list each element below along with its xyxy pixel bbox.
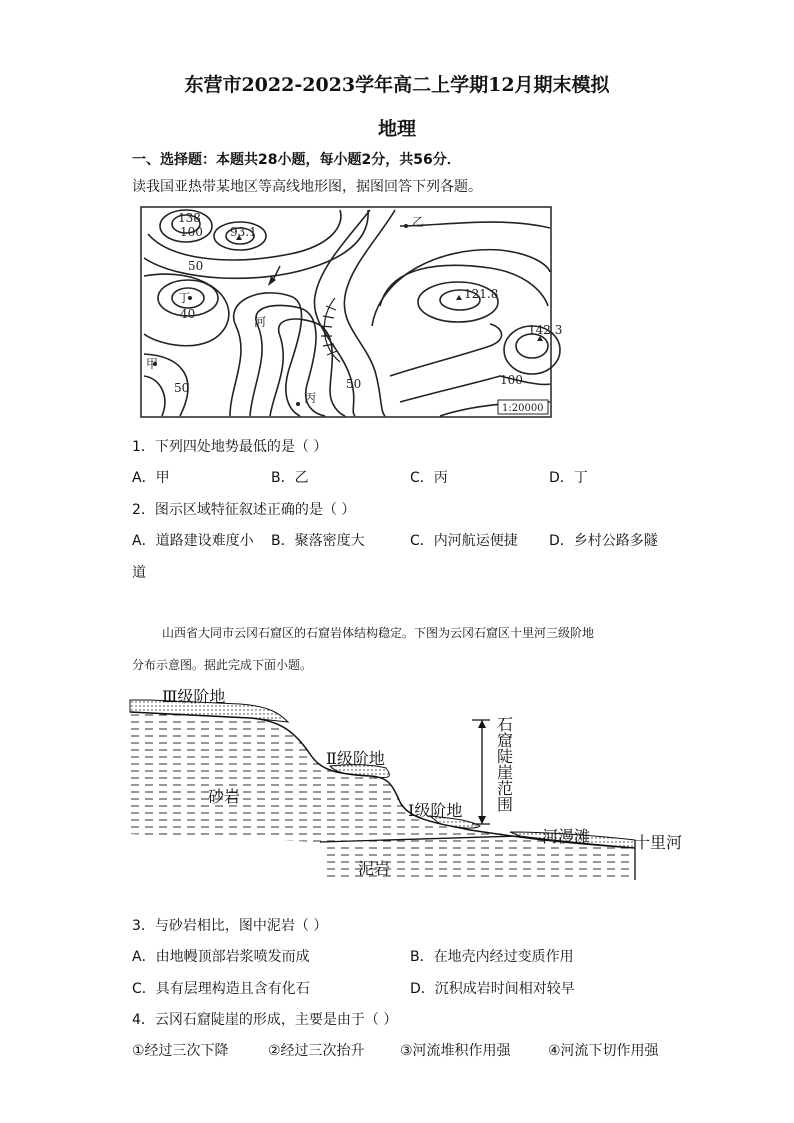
section-heading: 一、选择题：本题共28小题，每小题2分，共56分． <box>132 152 461 168</box>
passage-line-1: 山西省大同市云冈石窟区的石窟岩体结构稳定。下图为云冈石窟区十里河三级阶地 <box>162 626 595 640</box>
sandstone-label: 砂岩 <box>208 787 241 806</box>
q3-option-a[interactable]: A．由地幔顶部岩浆喷发而成 <box>132 949 310 965</box>
terrace-3-label: Ⅲ级阶地 <box>162 687 226 706</box>
point-jia-label: 甲 <box>146 357 159 371</box>
contour-100: 100 <box>180 225 203 239</box>
terrace-1-label: Ⅰ级阶地 <box>408 801 463 820</box>
q4-option-4[interactable]: ④河流下切作用强 <box>548 1043 659 1059</box>
passage-line-2: 分布示意图。据此完成下面小题。 <box>132 658 313 672</box>
q1-option-d[interactable]: D．丁 <box>549 470 588 486</box>
subject-title: 地理 <box>377 118 416 140</box>
q4-stem: 4．云冈石窟陡崖的形成，主要是由于（ ） <box>132 1012 398 1028</box>
q1-option-a[interactable]: A．甲 <box>132 470 170 486</box>
floodplain-label: 河漫滩 <box>542 827 591 846</box>
q2-option-b[interactable]: B．聚落密度大 <box>271 533 365 549</box>
q4-option-3[interactable]: ③河流堆积作用强 <box>400 1043 511 1059</box>
q4-option-2[interactable]: ②经过三次抬升 <box>268 1043 365 1059</box>
q3-option-c[interactable]: C．具有层理构造且含有化石 <box>132 981 310 997</box>
q2-stem: 2．图示区域特征叙述正确的是（ ） <box>132 502 356 518</box>
q3-option-d[interactable]: D．沉积成岩时间相对较早 <box>410 981 575 997</box>
q2-option-c[interactable]: C．内河航运便捷 <box>410 533 518 549</box>
q1-option-b[interactable]: B．乙 <box>271 470 309 486</box>
spot-height-138: 138 <box>178 211 201 225</box>
q1-stem: 1．下列四处地势最低的是（ ） <box>132 439 328 455</box>
mudstone-label: 泥岩 <box>358 859 391 878</box>
spot-height-93: 93.1 <box>230 225 257 239</box>
terrace-diagram <box>130 684 690 884</box>
cliff-range-label: 石窟陡崖范围 <box>494 716 514 812</box>
contour-map <box>140 206 563 418</box>
point-ding-label: 丁 <box>178 291 191 305</box>
contour-50c: 50 <box>346 377 362 391</box>
q2-option-d[interactable]: D．乡村公路多隧 <box>549 533 658 549</box>
terrace-2-label: Ⅱ级阶地 <box>326 749 385 768</box>
page-title: 东营市2022-2023学年高二上学期12月期末模拟 <box>184 74 610 96</box>
q4-option-1[interactable]: ①经过三次下降 <box>132 1043 229 1059</box>
river-name-label: 十里河 <box>634 833 683 852</box>
point-yi-label: 乙 <box>412 215 425 229</box>
map-scale: 1:20000 <box>502 403 544 414</box>
q3-stem: 3．与砂岩相比，图中泥岩（ ） <box>132 918 328 934</box>
q2-option-d-continued: 道 <box>132 565 146 581</box>
contour-100b: 100 <box>500 373 523 387</box>
contour-50a: 50 <box>188 259 204 273</box>
contour-50b: 50 <box>174 381 190 395</box>
q2-option-a[interactable]: A．道路建设难度小 <box>132 533 254 549</box>
river-label: 河 <box>254 315 267 329</box>
spot-height-142: 142.3 <box>528 323 563 337</box>
section-intro: 读我国亚热带某地区等高线地形图，据图回答下列各题。 <box>132 179 482 195</box>
point-bing-label: 丙 <box>304 391 317 405</box>
contour-40: 40 <box>180 307 196 321</box>
q3-option-b[interactable]: B．在地壳内经过变质作用 <box>410 949 574 965</box>
q1-option-c[interactable]: C．丙 <box>410 470 448 486</box>
spot-height-121: 121.8 <box>464 287 499 301</box>
